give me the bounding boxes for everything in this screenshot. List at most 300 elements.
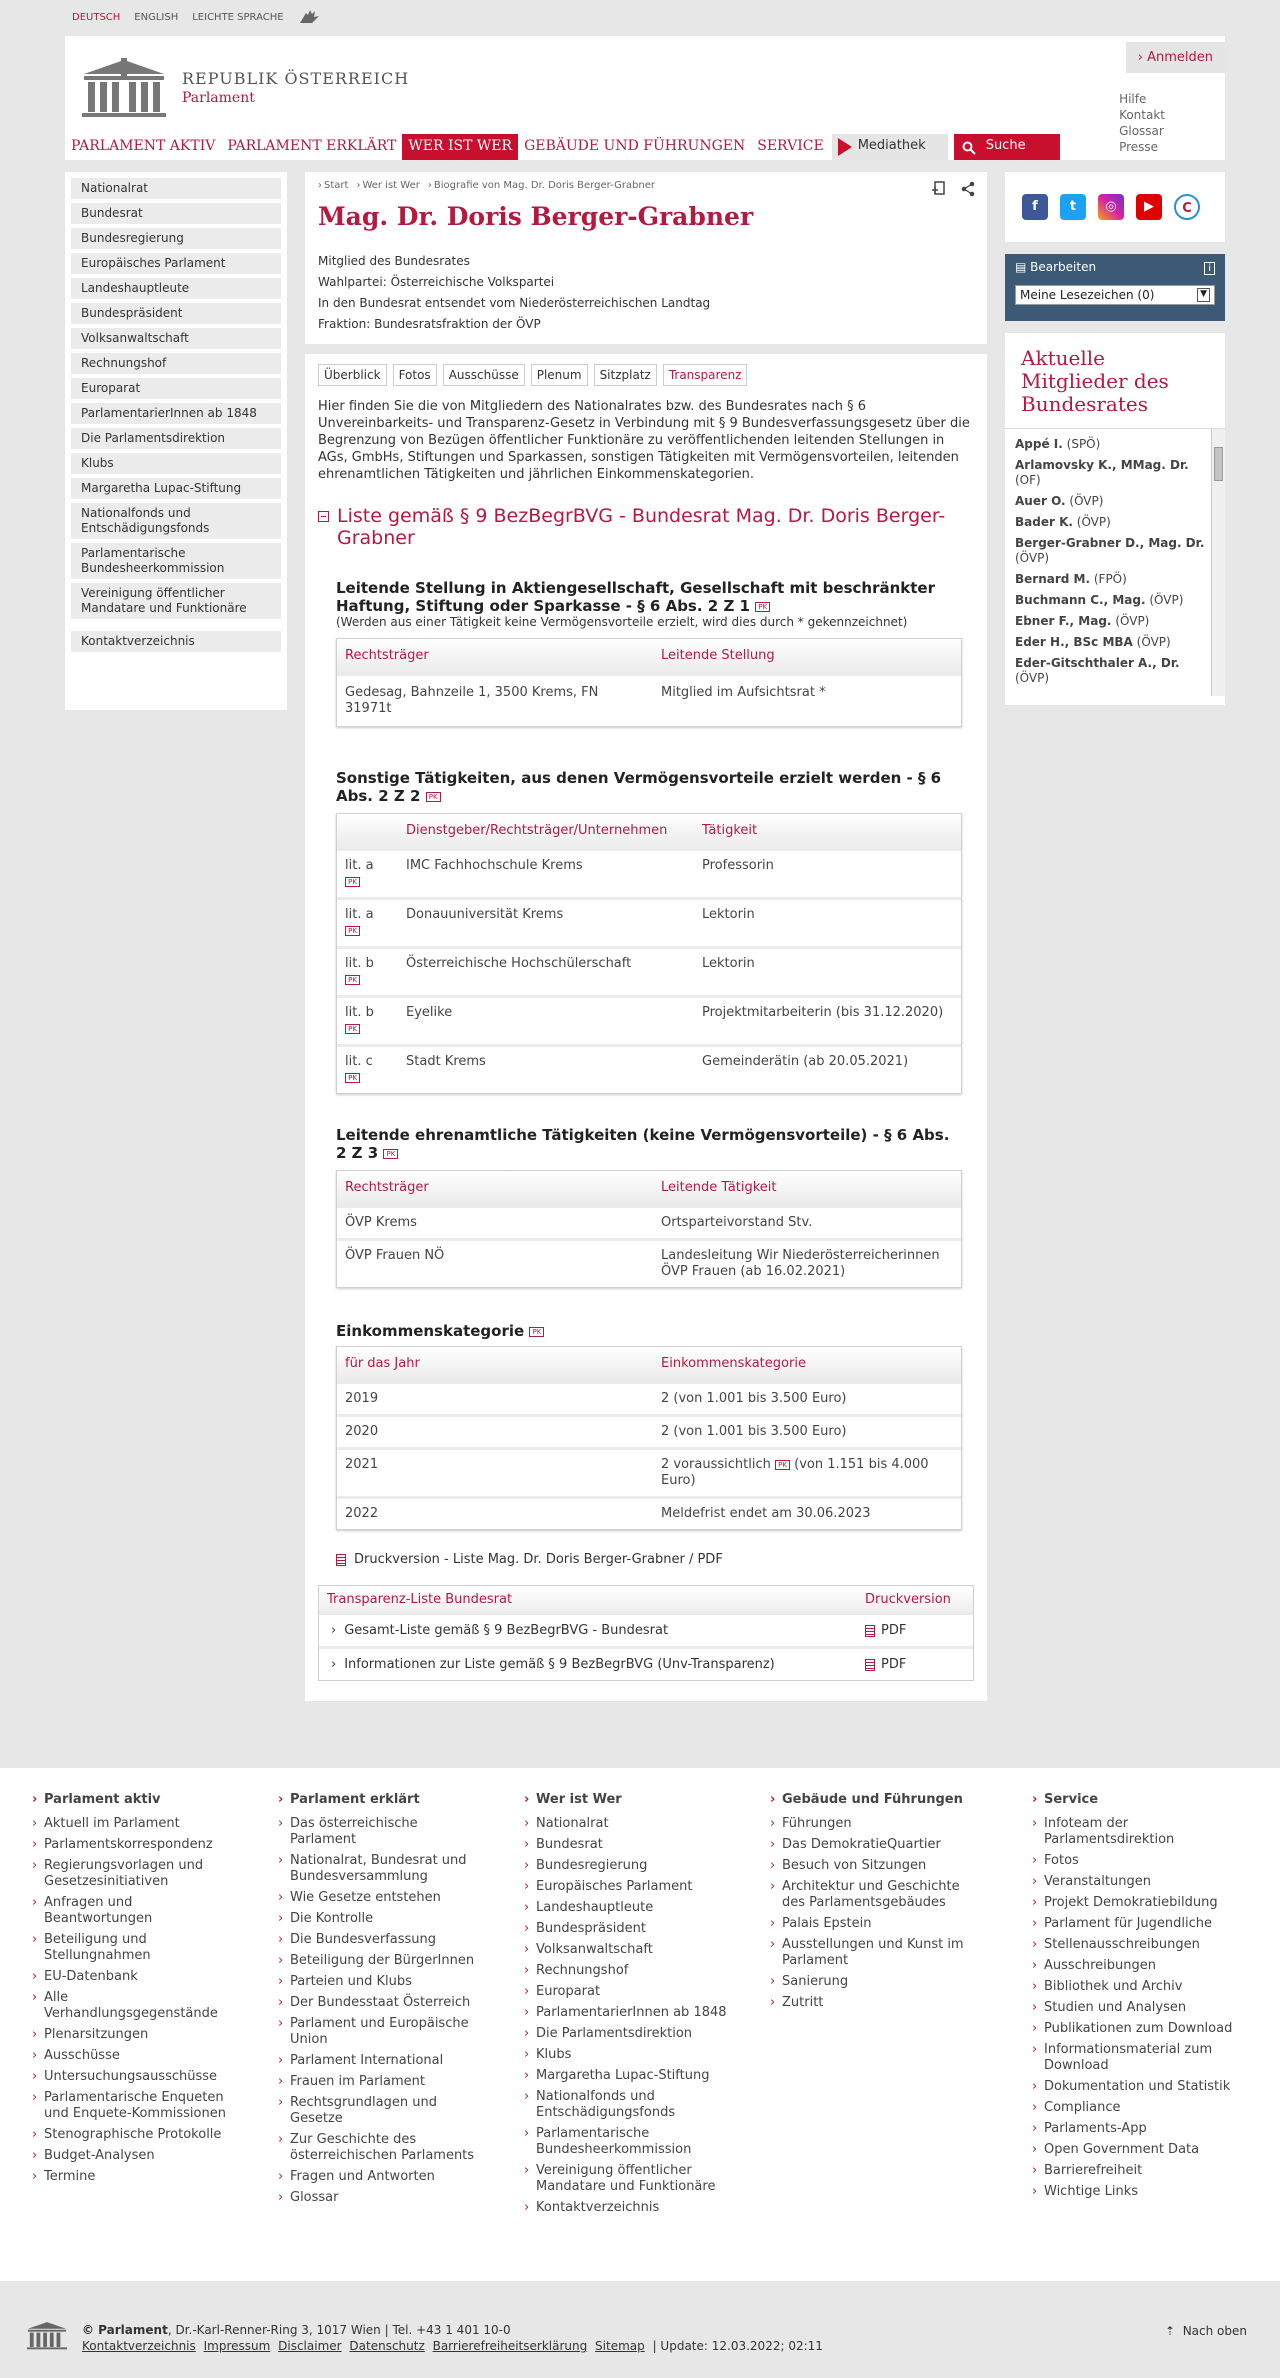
table-cell: ÖVP Krems xyxy=(345,1215,417,1230)
sidebar-item[interactable]: Nationalfonds und Entschädigungsfonds xyxy=(71,503,281,539)
site-header xyxy=(65,36,1225,160)
category-value: 2 voraussichtlich xyxy=(661,1457,771,1472)
table-row xyxy=(337,1238,961,1287)
sidebar-item[interactable]: Margaretha Lupac-Stiftung xyxy=(71,478,281,499)
lang-english[interactable]: ENGLISH xyxy=(134,12,179,23)
footer-link[interactable]: › Informationsmaterial zum Download xyxy=(1030,2042,1250,2074)
header-cell: Leitende Stellung xyxy=(661,648,775,663)
info-pk-icon[interactable]: PK xyxy=(755,602,770,612)
mediathek-label: Mediathek xyxy=(857,138,926,153)
nav-mediathek[interactable] xyxy=(832,134,948,160)
footer-link[interactable]: › Der Bundesstaat Österreich xyxy=(276,1995,486,2011)
footer-column-heading[interactable]: › Parlament erklärt xyxy=(276,1792,486,1808)
tab-ausschuesse[interactable]: Ausschüsse xyxy=(443,364,525,386)
sidebar-item[interactable]: Landeshauptleute xyxy=(71,278,281,299)
footer-link[interactable]: › Glossar xyxy=(276,2190,486,2206)
bookmark-add-icon[interactable] xyxy=(931,181,947,197)
bookmarks-select-value: Meine Lesezeichen (0) xyxy=(1020,288,1155,302)
footer-link[interactable]: › Nationalfonds und Entschädigungsfonds xyxy=(522,2089,732,2121)
section-note: (Werden aus einer Tätigkeit keine Vermögensvorteile erzielt, wird dies durch * gekennzeichnet) xyxy=(336,615,908,629)
table-cell: 2022 xyxy=(345,1506,379,1521)
member-item[interactable] xyxy=(1015,656,1207,686)
footer-link[interactable]: › EU-Datenbank xyxy=(30,1969,240,1985)
table-row xyxy=(337,848,961,897)
table-cell: 2019 xyxy=(345,1391,379,1406)
footer-link[interactable]: › Zur Geschichte des österreichischen Parlaments xyxy=(276,2132,486,2164)
footer-link[interactable]: › Bibliothek und Archiv xyxy=(1030,1979,1250,1995)
parliament-app-icon[interactable]: C xyxy=(1174,194,1200,220)
footer-link[interactable]: › Ausschreibungen xyxy=(1030,1958,1250,1974)
member-party: (SPÖ) xyxy=(1066,437,1101,451)
link-impressum[interactable]: Impressum xyxy=(203,2339,271,2353)
back-to-top-link[interactable] xyxy=(1165,2324,1247,2338)
link-datenschutz[interactable]: Datenschutz xyxy=(349,2339,425,2353)
table-cell: Eyelike xyxy=(406,1005,453,1020)
sidebar-item[interactable]: Bundesrat xyxy=(71,203,281,224)
breadcrumb xyxy=(318,180,974,191)
social-media-box xyxy=(1005,172,1225,242)
print-version-label: Druckversion - Liste Mag. Dr. Doris Berger-Grabner / PDF xyxy=(354,1552,723,1567)
member-name: Auer O. xyxy=(1015,494,1066,508)
info-pk-icon[interactable]: PK xyxy=(383,1149,398,1159)
footer-link[interactable]: › Das österreichische Parlament xyxy=(276,1816,486,1848)
collapse-icon xyxy=(318,511,329,522)
parliament-logo-icon xyxy=(26,2320,68,2350)
link-barrierefreiheitserklaerung[interactable]: Barrierefreiheitserklärung xyxy=(432,2339,588,2353)
main-content xyxy=(305,172,987,1701)
footer-link[interactable]: › Palais Epstein xyxy=(768,1916,978,1932)
member-party: (ÖVP) xyxy=(1076,515,1111,529)
footer-link[interactable]: › Termine xyxy=(30,2169,240,2185)
nav-service[interactable]: SERVICE xyxy=(757,138,824,154)
pdf-download-link[interactable] xyxy=(855,1623,973,1638)
footer-link[interactable]: › ParlamentarierInnen ab 1848 xyxy=(522,2005,732,2021)
footer-link[interactable]: › Aktuell im Parlament xyxy=(30,1816,240,1832)
profile-tabs xyxy=(318,364,974,386)
language-bar xyxy=(0,0,1280,40)
member-party: (ÖVP) xyxy=(1115,614,1150,628)
nav-wer-ist-wer[interactable]: WER IST WER xyxy=(402,134,518,160)
tab-plenum[interactable]: Plenum xyxy=(531,364,588,386)
current-members-box xyxy=(1005,333,1225,705)
section-title-text: Leitende Stellung in Aktiengesellschaft, Gesellschaft mit beschränkter Haftung, Stiftung oder Sparkasse - § 6 Abs. 2 Z 1 xyxy=(336,579,935,615)
members-title: Aktuelle Mitglieder des Bundesrates xyxy=(1021,346,1169,416)
footer-column xyxy=(30,1792,240,2190)
lit-label: lit. b xyxy=(345,1005,374,1020)
link-hilfe[interactable]: Hilfe xyxy=(1119,92,1147,106)
footer-link[interactable]: › Anfragen und Beantwortungen xyxy=(30,1895,240,1927)
member-item[interactable] xyxy=(1015,437,1207,452)
footer-link[interactable]: › Open Government Data xyxy=(1030,2142,1250,2158)
site-footer xyxy=(0,1768,1280,2281)
section-title-text: Leitende ehrenamtliche Tätigkeiten (keine Vermögensvorteile) - § 6 Abs. 2 Z 3 xyxy=(336,1126,950,1162)
arrow-up-icon: ⇡ xyxy=(1165,2324,1176,2338)
header-cell xyxy=(337,824,398,838)
info-pk-icon[interactable]: PK xyxy=(345,1024,360,1034)
pdf-icon xyxy=(865,1659,875,1671)
footer-link[interactable]: › Volksanwaltschaft xyxy=(522,1942,732,1958)
sidebar-item[interactable]: Bundesregierung xyxy=(71,228,281,249)
sidebar-item[interactable]: Europäisches Parlament xyxy=(71,253,281,274)
footer-link[interactable]: › Parteien und Klubs xyxy=(276,1974,486,1990)
footer-link[interactable]: › Barrierefreiheit xyxy=(1030,2163,1250,2179)
page-bottom-bar xyxy=(0,2306,1280,2356)
table-row xyxy=(337,995,961,1044)
instagram-icon[interactable]: ◎ xyxy=(1098,194,1124,220)
bookmarks-panel xyxy=(1005,254,1225,321)
footer-link[interactable]: › Stenographische Protokolle xyxy=(30,2127,240,2143)
sidebar-item[interactable]: Bundespräsident xyxy=(71,303,281,324)
table-leitende-stellung xyxy=(336,638,962,727)
bookmarks-select[interactable] xyxy=(1015,285,1215,305)
list-toggle[interactable] xyxy=(318,505,974,549)
sidebar-item[interactable]: Rechnungshof xyxy=(71,353,281,374)
footer-link[interactable]: › Kontaktverzeichnis xyxy=(522,2200,732,2216)
table-ehrenamtliche-taetigkeiten xyxy=(336,1170,962,1288)
bio-delegation: In den Bundesrat entsendet vom Niederösterreichischen Landtag xyxy=(318,296,711,310)
header-cell: Einkommenskategorie xyxy=(661,1356,806,1371)
footer-link[interactable]: › Vereinigung öffentlicher Mandatare und Funktionäre xyxy=(522,2163,732,2195)
footer-link[interactable]: › Bundespräsident xyxy=(522,1921,732,1937)
left-sidebar-nav xyxy=(65,172,287,710)
footer-link[interactable]: › Die Bundesverfassung xyxy=(276,1932,486,1948)
lang-deutsch[interactable]: DEUTSCH xyxy=(72,12,121,23)
lit-label: lit. c xyxy=(345,1054,373,1069)
footer-link[interactable]: › Infoteam der Parlamentsdirektion xyxy=(1030,1816,1250,1848)
transparency-panel xyxy=(305,354,987,1701)
lit-label: lit. b xyxy=(345,956,374,971)
sidebar-item[interactable]: Klubs xyxy=(71,453,281,474)
member-party: (ÖVP) xyxy=(1069,494,1104,508)
footer-link[interactable]: › Rechtsgrundlagen und Gesetze xyxy=(276,2095,486,2127)
scrollbar-thumb[interactable] xyxy=(1214,447,1223,481)
parliament-building-icon xyxy=(80,56,168,118)
table-row xyxy=(337,673,961,726)
info-pk-icon[interactable]: PK xyxy=(775,1460,790,1470)
login-button[interactable] xyxy=(1126,42,1225,73)
edit-bookmarks-button[interactable]: ▤ Bearbeiten xyxy=(1015,260,1097,274)
search-button[interactable] xyxy=(954,134,1060,160)
pdf-icon xyxy=(336,1554,346,1566)
info-pk-icon[interactable]: PK xyxy=(345,1073,360,1083)
member-name: Buchmann C., Mag. xyxy=(1015,593,1146,607)
dropdown-arrow-icon: ▼ xyxy=(1197,288,1210,302)
footer-column xyxy=(1030,1792,1250,2205)
play-icon xyxy=(838,138,852,156)
header-cell: für das Jahr xyxy=(345,1356,420,1371)
footer-link[interactable]: › Sanierung xyxy=(768,1974,978,1990)
tab-fotos[interactable]: Fotos xyxy=(393,364,437,386)
table-row xyxy=(337,946,961,995)
section-leitende-stellung xyxy=(336,579,962,727)
pdf-download-link[interactable] xyxy=(855,1657,973,1672)
member-item[interactable] xyxy=(1015,515,1207,530)
table-cell: 2021 xyxy=(345,1457,379,1472)
breadcrumb-current: › Biografie von Mag. Dr. Doris Berger-Grabner xyxy=(428,180,655,191)
biography-panel xyxy=(305,172,987,344)
table-cell: Professorin xyxy=(702,858,774,873)
members-list xyxy=(1005,428,1225,696)
table-cell: 2 (von 1.001 bis 3.500 Euro) xyxy=(661,1391,847,1406)
sidebar-item[interactable]: Europarat xyxy=(71,378,281,399)
page-actions xyxy=(931,181,975,197)
copyright: © Parlament xyxy=(82,2323,168,2337)
table-row xyxy=(337,1414,961,1447)
footer-link[interactable]: › Fotos xyxy=(1030,1853,1250,1869)
footer-link[interactable]: › Das DemokratieQuartier xyxy=(768,1837,978,1853)
footer-link[interactable]: › Die Kontrolle xyxy=(276,1911,486,1927)
search-icon xyxy=(962,141,976,155)
footer-link[interactable]: › Europäisches Parlament xyxy=(522,1879,732,1895)
footer-link[interactable]: › Stellenausschreibungen xyxy=(1030,1937,1250,1953)
site-logo[interactable] xyxy=(80,56,409,118)
table-cell: Stadt Krems xyxy=(406,1054,486,1069)
link-sitemap[interactable]: Sitemap xyxy=(595,2339,645,2353)
footer-link[interactable]: › Veranstaltungen xyxy=(1030,1874,1250,1890)
tab-transparenz[interactable]: Transparenz xyxy=(663,364,748,386)
sidebar-item[interactable]: Vereinigung öffentlicher Mandatare und Funktionäre xyxy=(71,583,281,619)
breadcrumb-wer-ist-wer[interactable]: › Wer ist Wer xyxy=(356,180,419,191)
table-cell: Mitglied im Aufsichtsrat * xyxy=(661,685,826,700)
nav-parlament-aktiv[interactable]: PARLAMENT AKTIV xyxy=(71,138,216,154)
footer-link[interactable]: › Budget-Analysen xyxy=(30,2148,240,2164)
member-name: Eder-Gitschthaler A., Dr. xyxy=(1015,656,1180,670)
table-cell: Österreichische Hochschülerschaft xyxy=(406,956,632,971)
table-cell: Donauuniversität Krems xyxy=(406,907,564,922)
table-row xyxy=(337,1205,961,1238)
sidebar-item[interactable]: ParlamentarierInnen ab 1848 xyxy=(71,403,281,424)
tab-sitzplatz[interactable]: Sitzplatz xyxy=(594,364,657,386)
last-update: | Update: 12.03.2022; 02:11 xyxy=(652,2339,823,2353)
footer-link[interactable]: › Parlamentskorrespondenz xyxy=(30,1837,240,1853)
footer-link[interactable]: › Rechnungshof xyxy=(522,1963,732,1979)
table-cell: Lektorin xyxy=(702,956,755,971)
footer-column-heading[interactable]: › Parlament aktiv xyxy=(30,1792,240,1808)
footer-column-heading[interactable]: › Service xyxy=(1030,1792,1250,1808)
table-cell: IMC Fachhochschule Krems xyxy=(406,858,583,873)
table-einkommenskategorie xyxy=(336,1346,962,1530)
link-presse[interactable]: Presse xyxy=(1119,140,1159,154)
table-header xyxy=(337,814,961,848)
section-title xyxy=(336,579,962,615)
table-row xyxy=(337,897,961,946)
lit-label: lit. a xyxy=(345,858,374,873)
table-cell xyxy=(337,900,398,946)
footer-link[interactable]: › Klubs xyxy=(522,2047,732,2063)
login-label: Anmelden xyxy=(1147,50,1213,65)
link-kontakt[interactable]: Kontakt xyxy=(1119,108,1165,122)
member-name: Arlamovsky K., MMag. Dr. xyxy=(1015,458,1189,472)
footer-link[interactable]: › Margaretha Lupac-Stiftung xyxy=(522,2068,732,2084)
table-header xyxy=(337,639,961,673)
logo-title: REPUBLIK ÖSTERREICH xyxy=(182,68,410,88)
footer-link[interactable]: › Frauen im Parlament xyxy=(276,2074,486,2090)
footer-link[interactable]: › Wie Gesetze entstehen xyxy=(276,1890,486,1906)
list-heading: Liste gemäß § 9 BezBegrBVG - Bundesrat Mag. Dr. Doris Berger-Grabner xyxy=(337,505,946,549)
footer-link[interactable]: › Europarat xyxy=(522,1984,732,2000)
member-name: Bernard M. xyxy=(1015,572,1091,586)
footer-link[interactable]: › Parlaments-App xyxy=(1030,2121,1250,2137)
sidebar-item[interactable]: Volksanwaltschaft xyxy=(71,328,281,349)
member-party: (ÖVP) xyxy=(1136,635,1171,649)
table-header xyxy=(337,1171,961,1205)
section-title-text: Einkommenskategorie xyxy=(336,1322,525,1340)
chevron-right-icon: › xyxy=(1137,50,1143,65)
table-cell xyxy=(337,998,398,1044)
footer-link[interactable]: › Alle Verhandlungsgegenstände xyxy=(30,1990,240,2022)
pdf-icon xyxy=(865,1625,875,1637)
footer-link[interactable]: › Projekt Demokratiebildung xyxy=(1030,1895,1250,1911)
footer-link[interactable]: › Parlamentarische Enqueten und Enquete-Kommissionen xyxy=(30,2090,240,2122)
footer-link[interactable]: › Parlamentarische Bundesheerkommission xyxy=(522,2126,732,2158)
footer-link[interactable]: › Die Parlamentsdirektion xyxy=(522,2026,732,2042)
table-cell: 2020 xyxy=(345,1424,379,1439)
pdf-label: PDF xyxy=(881,1623,907,1638)
tab-ueberblick[interactable]: Überblick xyxy=(318,364,387,386)
table-row xyxy=(337,1447,961,1496)
info-icon[interactable]: i xyxy=(1204,262,1215,275)
utility-links xyxy=(1119,91,1165,155)
footer-link[interactable]: › Besuch von Sitzungen xyxy=(768,1858,978,1874)
address: , Dr.-Karl-Renner-Ring 3, 1017 Wien | Tel. +43 1 401 10-0 xyxy=(167,2323,511,2337)
sidebar-item[interactable]: Nationalrat xyxy=(71,178,281,199)
table-cell xyxy=(337,949,398,995)
search-label: Suche xyxy=(985,138,1026,153)
footer-link[interactable]: › Dokumentation und Statistik xyxy=(1030,2079,1250,2095)
header-cell: Rechtsträger xyxy=(345,1180,429,1195)
member-item[interactable] xyxy=(1015,593,1207,608)
footer-link[interactable]: › Bundesregierung xyxy=(522,1858,732,1874)
intro-text: Hier finden Sie die von Mitgliedern des Nationalrates bzw. des Bundesrates nach § 6 Unvereinbarkeits- und Transparenz-Gesetz in Verbindung mit § 9 Bundesverfassungsgesetz über die Begrenzung von Bezügen öffentlicher Funktionäre zu veröffentlichenden leitenden Stellungen in AGs, GmbHs, Stiftungen und Sparkassen, sonstigen Tätigkeiten mit Vermögensvorteilen, leitenden ehrenamtlichen Tätigkeiten und jährlichen Einkommenskategorien. xyxy=(318,399,970,482)
nav-parlament-erklaert[interactable]: PARLAMENT ERKLÄRT xyxy=(227,138,397,154)
header-cell: Transparenz-Liste Bundesrat xyxy=(327,1591,513,1607)
section-title xyxy=(336,1322,962,1340)
table-cell: Gemeinderätin (ab 20.05.2021) xyxy=(702,1054,909,1069)
footer-link[interactable]: › Untersuchungsausschüsse xyxy=(30,2069,240,2085)
member-item[interactable] xyxy=(1015,614,1207,629)
breadcrumb-start[interactable]: › Start xyxy=(318,180,348,191)
main-navigation xyxy=(65,134,1060,160)
footer-link[interactable]: › Zutritt xyxy=(768,1995,978,2011)
logo-subtitle: Parlament xyxy=(182,89,255,106)
nav-gebaeude-und-fuehrungen[interactable]: GEBÄUDE UND FÜHRUNGEN xyxy=(524,138,746,154)
list-link[interactable]: › Gesamt-Liste gemäß § 9 BezBegrBVG - Bundesrat xyxy=(319,1623,855,1638)
footer-link[interactable]: › Parlament für Jugendliche xyxy=(1030,1916,1250,1932)
member-party: (FPÖ) xyxy=(1093,572,1127,586)
member-item[interactable] xyxy=(1015,635,1207,650)
lit-label: lit. a xyxy=(345,907,374,922)
footer-link[interactable]: › Bundesrat xyxy=(522,1837,732,1853)
footer-link[interactable]: › Compliance xyxy=(1030,2100,1250,2116)
table-cell xyxy=(653,1450,961,1496)
member-item[interactable] xyxy=(1015,572,1207,587)
footer-link[interactable]: › Regierungsvorlagen und Gesetzesinitiativen xyxy=(30,1858,240,1890)
footer-link[interactable]: › Ausschüsse xyxy=(30,2048,240,2064)
member-party: (ÖVP) xyxy=(1015,551,1050,565)
member-party: (ÖVP) xyxy=(1149,593,1184,607)
table-row xyxy=(337,1044,961,1093)
footer-legal-links xyxy=(82,2338,823,2354)
youtube-icon[interactable]: ▶ xyxy=(1136,194,1162,220)
table-row xyxy=(337,1496,961,1529)
lang-leichte-sprache[interactable]: LEICHTE SPRACHE xyxy=(192,12,284,23)
footer-link[interactable]: › Führungen xyxy=(768,1816,978,1832)
bio-faction: Fraktion: Bundesratsfraktion der ÖVP xyxy=(318,317,541,331)
footer-link[interactable]: › Ausstellungen und Kunst im Parlament xyxy=(768,1937,978,1969)
footer-link[interactable]: › Parlament International xyxy=(276,2053,486,2069)
member-name: Ebner F., Mag. xyxy=(1015,614,1112,628)
footer-link[interactable]: › Parlament und Europäische Union xyxy=(276,2016,486,2048)
footer-column xyxy=(768,1792,978,2016)
section-title-text: Sonstige Tätigkeiten, aus denen Vermögensvorteile erzielt werden - § 6 Abs. 2 Z 2 xyxy=(336,769,942,805)
sidebar-item[interactable]: Die Parlamentsdirektion xyxy=(71,428,281,449)
footer-link[interactable]: › Nationalrat, Bundesrat und Bundesversammlung xyxy=(276,1853,486,1885)
table-cell: Meldefrist endet am 30.06.2023 xyxy=(661,1506,871,1521)
member-name: Bader K. xyxy=(1015,515,1073,529)
page-title: Mag. Dr. Doris Berger-Grabner xyxy=(318,202,754,231)
scrollbar[interactable] xyxy=(1211,429,1225,696)
footer-link[interactable]: › Beteiligung der BürgerInnen xyxy=(276,1953,486,1969)
footer-link[interactable]: › Wichtige Links xyxy=(1030,2184,1250,2200)
info-pk-icon[interactable]: PK xyxy=(426,792,441,802)
member-item[interactable] xyxy=(1015,536,1207,566)
info-pk-icon[interactable]: PK xyxy=(529,1327,544,1337)
footer-contact xyxy=(82,2322,823,2354)
footer-column-heading[interactable]: › Gebäude und Führungen xyxy=(768,1792,978,1808)
facebook-icon[interactable]: f xyxy=(1022,194,1048,220)
info-pk-icon[interactable]: PK xyxy=(345,926,360,936)
info-pk-icon[interactable]: PK xyxy=(345,975,360,985)
share-icon[interactable] xyxy=(961,181,975,197)
footer-link[interactable]: › Landeshauptleute xyxy=(522,1900,732,1916)
link-disclaimer[interactable]: Disclaimer xyxy=(278,2339,342,2353)
section-ehrenamtliche-taetigkeiten xyxy=(336,1126,962,1288)
twitter-icon[interactable]: t xyxy=(1060,194,1086,220)
footer-link[interactable]: › Publikationen zum Download xyxy=(1030,2021,1250,2037)
footer-link[interactable]: › Beteiligung und Stellungnahmen xyxy=(30,1932,240,1964)
sidebar-item[interactable]: Parlamentarische Bundesheerkommission xyxy=(71,543,281,579)
table-cell xyxy=(337,851,398,897)
list-link[interactable]: › Informationen zur Liste gemäß § 9 BezBegrBVG (Unv-Transparenz) xyxy=(319,1657,855,1672)
table-cell: ÖVP Frauen NÖ xyxy=(345,1248,445,1263)
info-pk-icon[interactable]: PK xyxy=(345,877,360,887)
section-einkommenskategorie xyxy=(336,1322,962,1530)
header-cell: Leitende Tätigkeit xyxy=(661,1180,777,1195)
member-name: Appé I. xyxy=(1015,437,1063,451)
link-kontaktverzeichnis[interactable]: Kontaktverzeichnis xyxy=(82,2339,196,2353)
footer-link[interactable]: › Studien und Analysen xyxy=(1030,2000,1250,2016)
table-cell: 2 (von 1.001 bis 3.500 Euro) xyxy=(661,1424,847,1439)
header-cell: Dienstgeber/Rechtsträger/Unternehmen xyxy=(406,823,668,838)
sidebar-item[interactable]: Kontaktverzeichnis xyxy=(71,631,281,652)
footer-link[interactable]: › Fragen und Antworten xyxy=(276,2169,486,2185)
member-item[interactable] xyxy=(1015,494,1207,509)
footer-link[interactable]: › Architektur und Geschichte des Parlamentsgebäudes xyxy=(768,1879,978,1911)
link-glossar[interactable]: Glossar xyxy=(1119,124,1164,138)
footer-link[interactable]: › Plenarsitzungen xyxy=(30,2027,240,2043)
print-version-link[interactable] xyxy=(336,1552,974,1567)
back-to-top-label: Nach oben xyxy=(1182,2324,1247,2338)
member-name: Eder H., BSc MBA xyxy=(1015,635,1133,649)
sign-language-icon[interactable] xyxy=(298,9,320,25)
footer-column-heading[interactable]: › Wer ist Wer xyxy=(522,1792,732,1808)
member-item[interactable] xyxy=(1015,458,1207,488)
edit-label: Bearbeiten xyxy=(1030,260,1097,274)
section-title xyxy=(336,1126,962,1162)
table-cell: Projektmitarbeiterin (bis 31.12.2020) xyxy=(702,1005,944,1020)
footer-link[interactable]: › Nationalrat xyxy=(522,1816,732,1832)
bio-party: Wahlpartei: Österreichische Volkspartei xyxy=(318,275,555,289)
